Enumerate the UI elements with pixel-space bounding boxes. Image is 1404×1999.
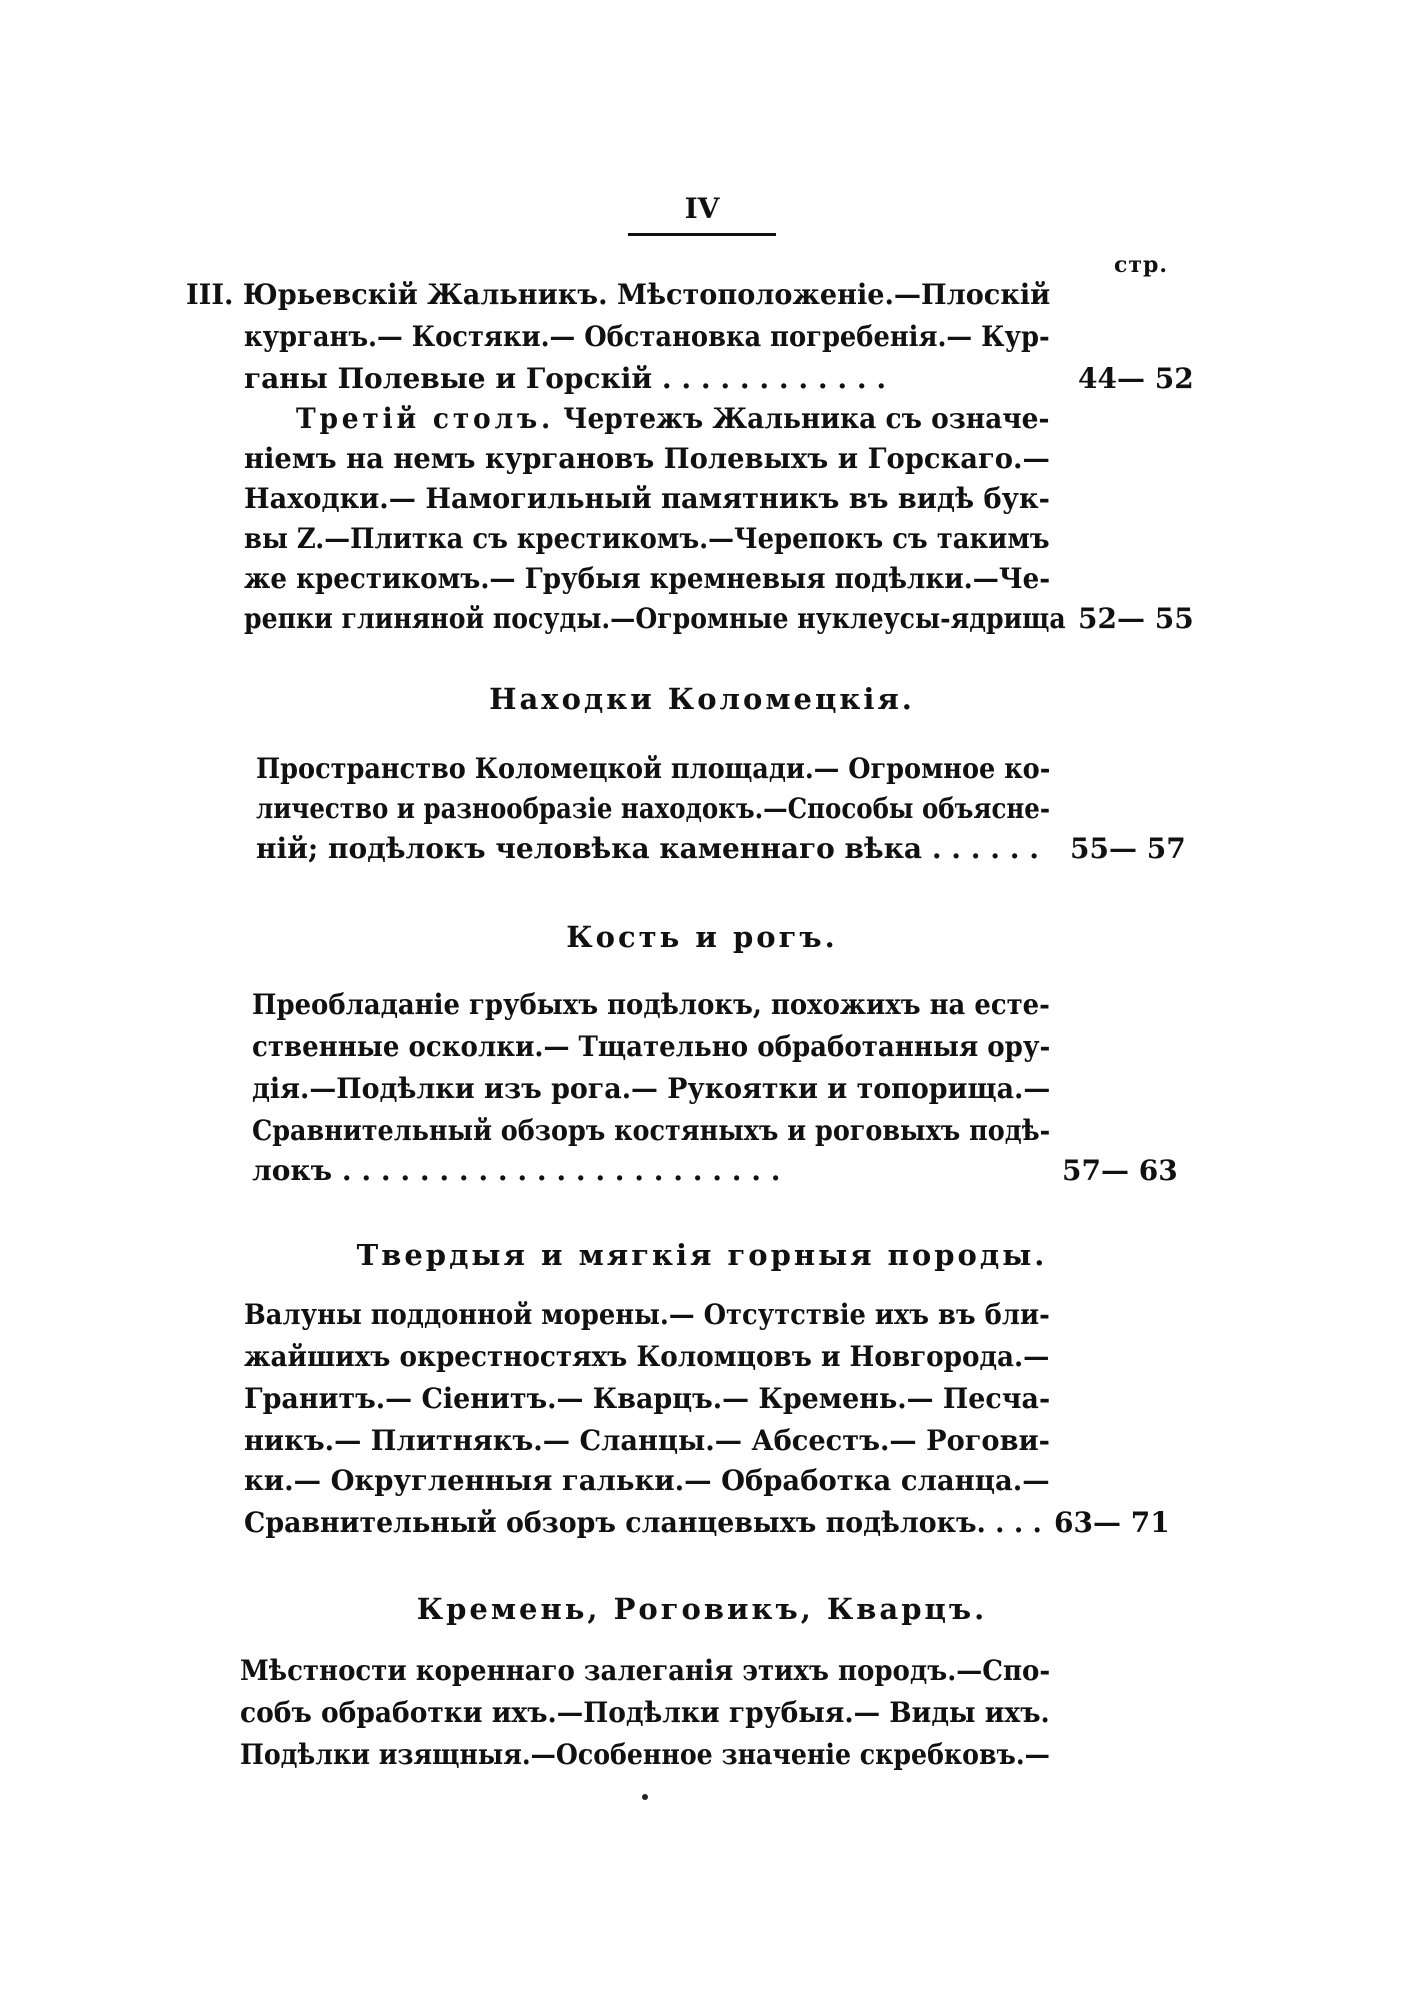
toc-line-lead: Третій столъ. bbox=[296, 402, 555, 435]
toc-line: же крестикомъ.— Грубыя кремневыя подѣлки.—Че- bbox=[244, 562, 1051, 595]
toc-line: репки глиняной посуды.—Огромные нуклеусы-ядрища bbox=[244, 602, 1066, 635]
page-range: 55— 57 bbox=[1070, 832, 1186, 865]
chapter-title: Юрьевскій Жальникъ. bbox=[242, 278, 608, 311]
toc-line: вы Z.—Плитка съ крестикомъ.—Черепокъ съ такимъ bbox=[244, 522, 1050, 555]
toc-line: собъ обработки ихъ.—Подѣлки грубыя.— Виды ихъ. bbox=[240, 1696, 1050, 1729]
toc-line: никъ.— Плитнякъ.— Сланцы.— Абсестъ.— Рогови- bbox=[244, 1424, 1050, 1457]
toc-line: Находки.— Намогильный памятникъ въ видѣ бук- bbox=[244, 482, 1050, 515]
section-heading: Твердыя и мягкія горныя породы. bbox=[356, 1238, 1048, 1272]
toc-line: Мѣстности кореннаго залеганія этихъ породъ.—Спо- bbox=[240, 1654, 1051, 1687]
toc-line: Пространство Коломецкой площади.— Огромное ко- bbox=[256, 752, 1051, 785]
section-heading: Кремень, Роговикъ, Кварцъ. bbox=[416, 1592, 988, 1626]
toc-line: Гранитъ.— Сіенитъ.— Кварцъ.— Кремень.— Песча- bbox=[244, 1382, 1051, 1415]
toc-line bbox=[186, 278, 1050, 311]
page-number-rule bbox=[628, 233, 776, 236]
toc-line: ганы Полевые и Горскій . . . . . . . . . . . . bbox=[244, 362, 887, 395]
section-heading: Находки Коломецкія. bbox=[489, 682, 915, 716]
toc-line: ніемъ на немъ кургановъ Полевыхъ и Горскаго.— bbox=[244, 442, 1050, 475]
section-heading: Кость и рогъ. bbox=[566, 920, 838, 954]
toc-line: Подѣлки изящныя.—Особенное значеніе скребковъ.— bbox=[240, 1738, 1050, 1771]
page-range: 52— 55 bbox=[1078, 602, 1194, 635]
toc-line: локъ . . . . . . . . . . . . . . . . . . . . . . . bbox=[252, 1154, 781, 1187]
toc-line: ки.— Округленныя гальки.— Обработка сланца.— bbox=[244, 1464, 1050, 1497]
toc-line: ній; подѣлокъ человѣка каменнаго вѣка . . . . . . bbox=[256, 832, 1040, 865]
toc-line bbox=[296, 402, 1050, 435]
page-column-label: стр. bbox=[1114, 252, 1169, 278]
toc-line: Сравнительный обзоръ сланцевыхъ подѣлокъ. . . . bbox=[244, 1506, 1042, 1539]
toc-line-text: Мѣстоположеніе.—Плоскій bbox=[607, 278, 1051, 311]
page-range: 63— 71 bbox=[1054, 1506, 1170, 1539]
toc-line: дія.—Подѣлки изъ рога.— Рукоятки и топорища.— bbox=[252, 1072, 1051, 1105]
toc-line: курганъ.— Костяки.— Обстановка погребенія.— Кур- bbox=[244, 320, 1050, 353]
toc-line: ственные осколки.— Тщательно обработанныя ору- bbox=[252, 1030, 1051, 1063]
page-number: IV bbox=[684, 192, 720, 225]
toc-line: Валуны поддонной морены.— Отсутствіе ихъ въ бли- bbox=[244, 1298, 1050, 1331]
page-range: 44— 52 bbox=[1078, 362, 1194, 395]
toc-line: жайшихъ окрестностяхъ Коломцовъ и Новгорода.— bbox=[244, 1340, 1050, 1373]
toc-line-text: Чертежъ Жальника съ означе- bbox=[554, 402, 1050, 435]
chapter-numeral: III. bbox=[186, 278, 243, 311]
toc-line: Преобладаніе грубыхъ подѣлокъ, похожихъ на есте- bbox=[252, 988, 1050, 1021]
print-mark bbox=[642, 1794, 648, 1800]
page-range: 57— 63 bbox=[1062, 1154, 1178, 1187]
toc-line: личество и разнообразіе находокъ.—Способы объясне- bbox=[256, 792, 1051, 825]
toc-line: Сравнительный обзоръ костяныхъ и роговыхъ подѣ- bbox=[252, 1114, 1051, 1147]
